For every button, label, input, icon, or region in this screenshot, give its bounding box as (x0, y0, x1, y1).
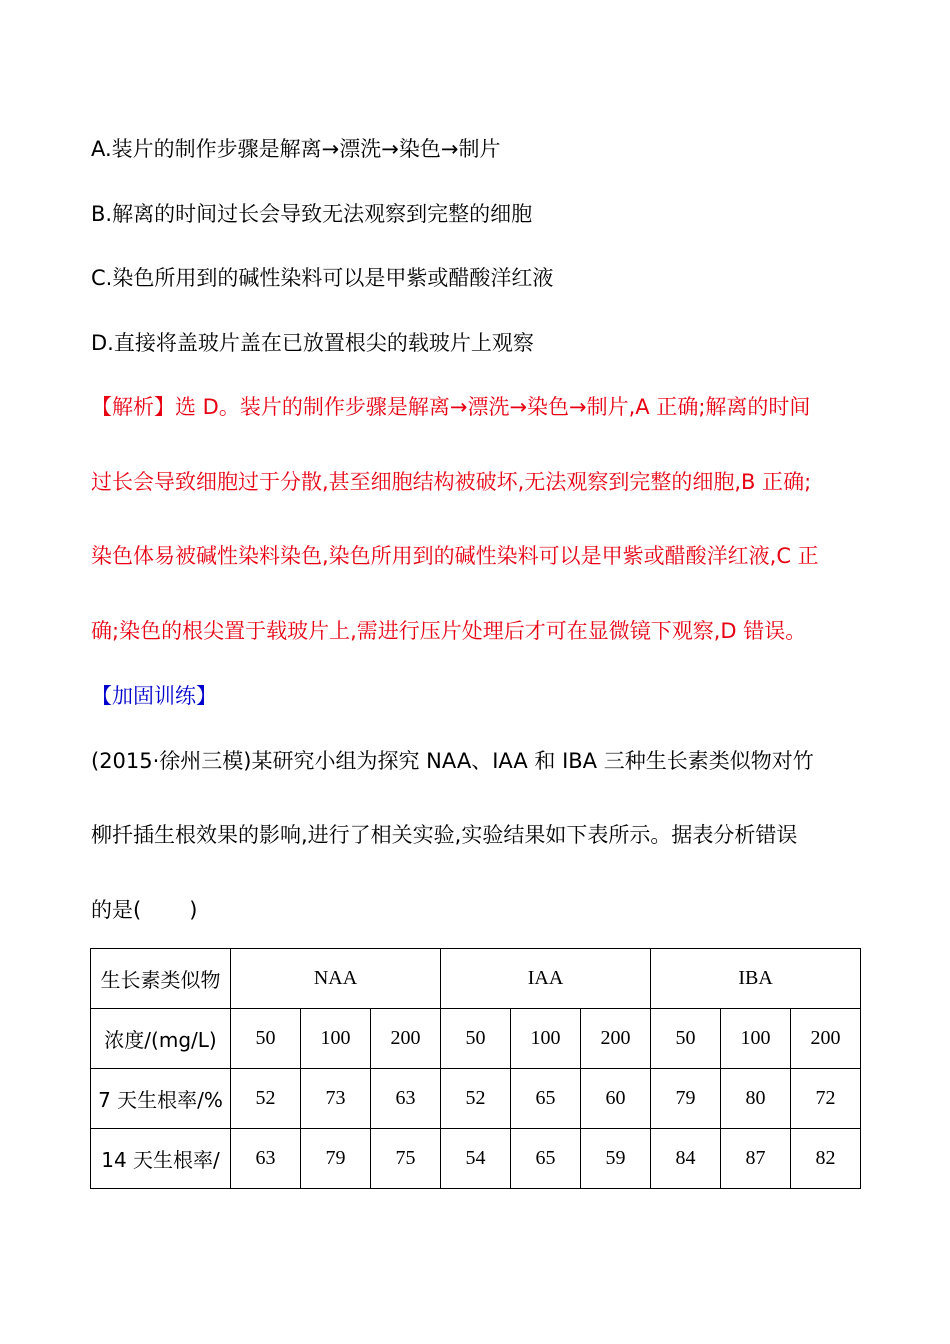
option-b: B.解离的时间过长会导致无法观察到完整的细胞 (91, 202, 533, 226)
table-cell: 100 (511, 1009, 581, 1069)
table-cell: 84 (651, 1129, 721, 1189)
question-line-1: (2015·徐州三模)某研究小组为探究 NAA、IAA 和 IBA 三种生长素类似物对竹 (91, 749, 814, 773)
option-a: A.装片的制作步骤是解离→漂洗→染色→制片 (91, 137, 501, 161)
table-row (91, 1069, 861, 1129)
question-line-2: 柳扦插生根效果的影响,进行了相关实验,实验结果如下表所示。据表分析错误 (91, 823, 798, 847)
table-cell: 50 (651, 1009, 721, 1069)
table-cell: 65 (511, 1069, 581, 1129)
analysis-line-4: 确;染色的根尖置于载玻片上,需进行压片处理后才可在显微镜下观察,D 错误。 (91, 619, 807, 643)
question-stem-end: 的是( (91, 898, 142, 922)
table-cell: 54 (441, 1129, 511, 1189)
question-line-3 (91, 895, 861, 925)
table-cell: 200 (791, 1009, 861, 1069)
question-close-paren: ) (189, 898, 198, 922)
row-label-cell: 14 天生根率/ (91, 1129, 231, 1189)
table-cell: 60 (581, 1069, 651, 1129)
analysis-line-3: 染色体易被碱性染料染色,染色所用到的碱性染料可以是甲紫或醋酸洋红液,C 正 (91, 544, 819, 568)
table-cell: 200 (371, 1009, 441, 1069)
table-cell: 73 (301, 1069, 371, 1129)
group-iba-cell: IBA (651, 949, 861, 1009)
table-cell: 65 (511, 1129, 581, 1189)
table-cell: 100 (301, 1009, 371, 1069)
concentration-row (91, 1009, 861, 1069)
option-c: C.染色所用到的碱性染料可以是甲紫或醋酸洋红液 (91, 266, 554, 290)
table-cell: 63 (371, 1069, 441, 1129)
row-label-cell: 7 天生根率/% (91, 1069, 231, 1129)
table-cell: 200 (581, 1009, 651, 1069)
results-table (90, 948, 861, 1189)
table-cell: 52 (231, 1069, 301, 1129)
table-cell: 80 (721, 1069, 791, 1129)
table-cell: 72 (791, 1069, 861, 1129)
table-cell: 52 (441, 1069, 511, 1129)
table-cell: 50 (231, 1009, 301, 1069)
analysis-line-1: 【解析】选 D。装片的制作步骤是解离→漂洗→染色→制片,A 正确;解离的时间 (91, 395, 811, 419)
table-cell: 50 (441, 1009, 511, 1069)
table-cell: 87 (721, 1129, 791, 1189)
concentration-label-cell: 浓度/(mg/L) (91, 1009, 231, 1069)
table-cell: 79 (651, 1069, 721, 1129)
table-cell: 82 (791, 1129, 861, 1189)
table-row (91, 1129, 861, 1189)
group-iaa-cell: IAA (441, 949, 651, 1009)
table-cell: 63 (231, 1129, 301, 1189)
group-naa-cell: NAA (231, 949, 441, 1009)
section-heading: 【加固训练】 (91, 684, 217, 708)
option-d: D.直接将盖玻片盖在已放置根尖的载玻片上观察 (91, 331, 534, 355)
table-cell: 75 (371, 1129, 441, 1189)
table-cell: 100 (721, 1009, 791, 1069)
table-header-row (91, 949, 861, 1009)
header-label-cell: 生长素类似物 (91, 949, 231, 1009)
table-cell: 59 (581, 1129, 651, 1189)
table-cell: 79 (301, 1129, 371, 1189)
analysis-line-2: 过长会导致细胞过于分散,甚至细胞结构被破坏,无法观察到完整的细胞,B 正确; (91, 470, 812, 494)
